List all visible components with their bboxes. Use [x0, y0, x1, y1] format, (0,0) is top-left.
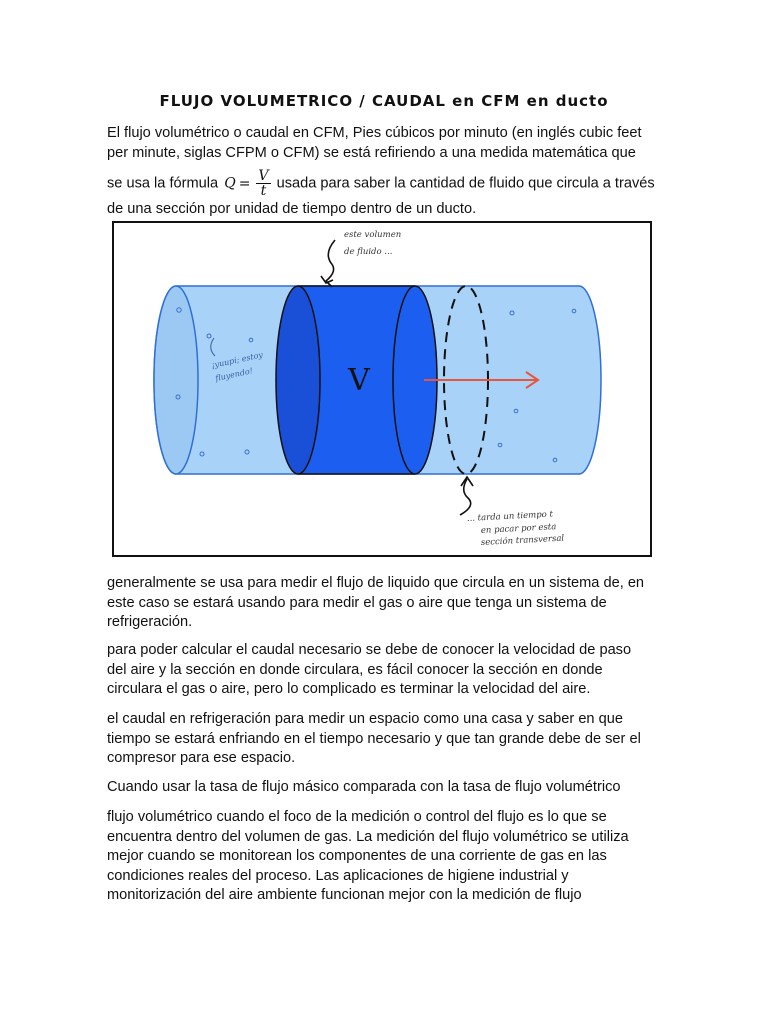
formula-equals: = [238, 175, 251, 192]
intro-paragraph [107, 124, 667, 220]
duct-diagram [114, 223, 650, 555]
paragraph-3 [107, 710, 667, 769]
paragraph-line: compresor para ese espacio. [107, 750, 296, 767]
intro-line-3-before: se usa la fórmula [107, 175, 219, 192]
bubble-line-2: fluyendo! [214, 366, 254, 383]
note-bottom-line-2: en pacar por esta [480, 522, 557, 536]
paragraph-line: mejor cuando se monitorean los componentes de una corriente de gas en las [107, 848, 607, 865]
note-bottom-line-1: ... tarda un tiempo t [466, 509, 554, 524]
paragraph-line: flujo volumétrico cuando el foco de la medición o control del flujo es lo que se [107, 809, 607, 825]
page-title: FLUJO VOLUMETRICO / CAUDAL en CFM en ducto [159, 92, 609, 110]
paragraph-4 [107, 778, 667, 798]
note-top-line-1: este volumen [344, 230, 402, 240]
paragraph-line: para poder calcular el caudal necesario se debe de conocer la velocidad de paso [107, 642, 632, 658]
paragraph-line: monitorización del aire ambiente funcionan mejor con la medición de flujo [107, 887, 582, 904]
intro-line-2: per minute, siglas CFPM o CFM) se está refiriendo a una medida matemática que [107, 144, 636, 161]
paragraph-line: del aire y la sección en donde circulara, es fácil conocer la sección en donde [107, 661, 603, 678]
formula-numerator: V [258, 168, 269, 185]
duct-left-end [154, 286, 198, 474]
paragraph-line: este caso se estará usando para medir el gas o aire que tenga un sistema de [107, 594, 607, 611]
bubble-line-1: ¡yuupi; estoy [210, 350, 264, 370]
volume-front-face [276, 286, 320, 474]
paragraph-line: circulara el gas o aire, pero lo complicado es terminar la velocidad del aire. [107, 681, 591, 698]
paragraph-line: encuentra dentro del volumen de gas. La medición del flujo volumétrico se utiliza [107, 828, 629, 845]
flow-formula [224, 169, 270, 198]
intro-line-4: de una sección por unidad de tiempo dentro de un ducto. [107, 201, 477, 218]
paragraph-line: Cuando usar la tasa de flujo másico comparada con la tasa de flujo volumétrico [107, 779, 621, 795]
intro-line-1: El flujo volumétrico o caudal en CFM, Pies cúbicos por minuto (en inglés cubic feet [107, 125, 642, 141]
note-bottom-arrow-head [461, 477, 473, 486]
formula-denominator: t [260, 183, 267, 200]
note-top-line-2: de fluido ... [344, 247, 393, 257]
intro-line-3 [107, 169, 667, 198]
formula-q: Q [224, 175, 236, 192]
note-top-arrow [326, 240, 335, 287]
paragraph-line: generalmente se usa para medir el flujo de liquido que circula en un sistema de, en [107, 575, 645, 591]
paragraph-line: refrigeración. [107, 614, 193, 631]
paragraph-line: el caudal en refrigeración para medir un espacio como una casa y saber en que [107, 711, 623, 727]
paragraph-line: tiempo se estará enfriando en el tiempo necesario y que tan grande debe de ser el [107, 730, 641, 747]
paragraph-1 [107, 574, 667, 633]
paragraph-line: condiciones reales del proceso. Las aplicaciones de higiene industrial y [107, 867, 569, 884]
paragraph-5 [107, 808, 667, 906]
volume-label: V [348, 363, 370, 398]
note-bottom-line-3: sección transversal [480, 533, 565, 548]
formula-fraction [256, 169, 270, 198]
paragraph-2 [107, 641, 667, 700]
duct-flow-illustration [112, 221, 652, 557]
intro-line-3-after: usada para saber la cantidad de fluido que circula a través [276, 175, 655, 192]
